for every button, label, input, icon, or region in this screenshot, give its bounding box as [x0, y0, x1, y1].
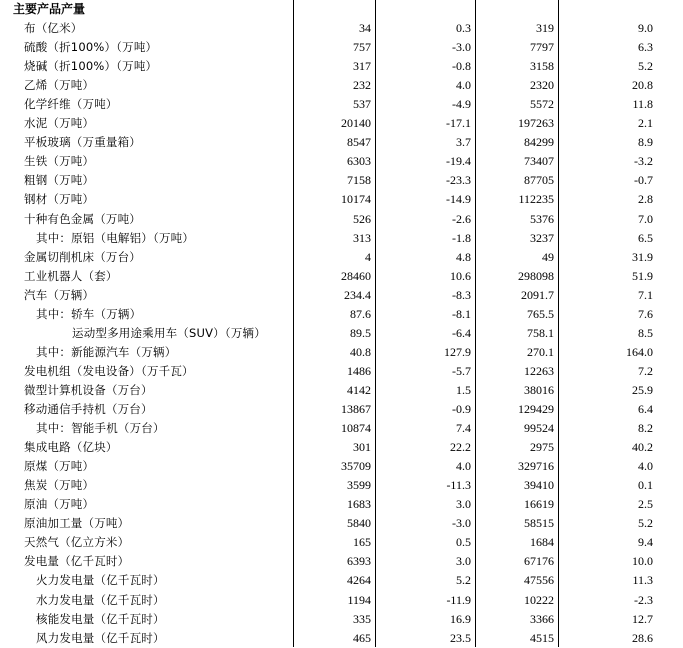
table-row — [0, 229, 683, 248]
table-row — [0, 476, 683, 495]
current-month-output-cell: 5840 — [347, 516, 371, 531]
cumulative-growth-cell: 164.0 — [626, 344, 653, 359]
table-row — [0, 114, 683, 133]
cumulative-output-cell: 39410 — [524, 478, 554, 493]
current-month-growth-cell: -8.3 — [452, 287, 471, 302]
row-label: 其中：新能源汽车（万辆） — [36, 344, 177, 359]
current-month-output-cell: 10874 — [341, 421, 371, 436]
table-row — [0, 95, 683, 114]
row-label: 原煤（万吨） — [24, 459, 95, 474]
current-month-output-cell: 317 — [353, 59, 371, 74]
row-label: 其中：原铝（电解铝）（万吨） — [36, 230, 195, 245]
current-month-output-cell: 8547 — [347, 135, 371, 150]
table-row — [0, 171, 683, 190]
table-row — [0, 552, 683, 571]
cumulative-output-cell: 10222 — [524, 592, 554, 607]
cumulative-output-cell: 319 — [536, 21, 554, 35]
current-month-output-cell: 3599 — [347, 478, 371, 493]
current-month-growth-cell: 3.0 — [456, 497, 471, 512]
row-label: 原油（万吨） — [24, 497, 95, 512]
current-month-growth-cell: 7.4 — [456, 421, 471, 436]
row-label: 风力发电量（亿千瓦时） — [36, 630, 165, 645]
current-month-growth-cell: -3.0 — [452, 516, 471, 531]
cumulative-growth-cell: -0.7 — [634, 173, 653, 188]
cumulative-output-cell: 2320 — [530, 78, 554, 93]
current-month-growth-cell: -6.4 — [452, 325, 471, 340]
current-month-output-cell: 10174 — [341, 192, 371, 207]
row-label: 天然气（亿立方米） — [24, 535, 130, 550]
cumulative-growth-cell: 11.3 — [632, 573, 653, 588]
table-row — [0, 457, 683, 476]
row-label: 水泥（万吨） — [24, 116, 95, 131]
current-month-output-cell: 232 — [353, 78, 371, 93]
table-row — [0, 629, 683, 648]
current-month-growth-cell: -1.8 — [452, 230, 471, 245]
cumulative-output-cell: 49 — [542, 249, 554, 264]
row-label: 发电机组（发电设备）（万千瓦） — [24, 363, 194, 378]
cumulative-growth-cell: 2.5 — [638, 497, 653, 512]
row-label: 硫酸（折100%）（万吨） — [24, 40, 158, 55]
table-row — [0, 305, 683, 324]
cumulative-output-cell: 329716 — [518, 459, 554, 474]
current-month-growth-cell: 23.5 — [450, 630, 471, 645]
current-month-growth-cell: -8.1 — [452, 306, 471, 321]
table-row — [0, 286, 683, 305]
row-label: 原油加工量（万吨） — [24, 516, 130, 531]
table-row — [0, 419, 683, 438]
cumulative-output-cell: 2091.7 — [521, 287, 554, 302]
cumulative-output-cell: 3366 — [530, 611, 554, 626]
table-row — [0, 152, 683, 171]
cumulative-growth-cell: 10.0 — [632, 554, 653, 569]
row-label: 烧碱（折100%）（万吨） — [24, 59, 158, 74]
current-month-output-cell: 4 — [365, 249, 371, 264]
current-month-growth-cell: 4.0 — [456, 459, 471, 474]
current-month-growth-cell: 127.9 — [444, 344, 471, 359]
table-row — [0, 571, 683, 590]
cumulative-output-cell: 47556 — [524, 573, 554, 588]
table-row — [0, 267, 683, 286]
current-month-output-cell: 6393 — [347, 554, 371, 569]
row-label: 发电量（亿千瓦时） — [24, 554, 130, 569]
current-month-output-cell: 537 — [353, 97, 371, 112]
table-row — [0, 57, 683, 76]
table-row — [0, 381, 683, 400]
cumulative-output-cell: 765.5 — [527, 306, 554, 321]
table-row — [0, 533, 683, 552]
cumulative-growth-cell: 7.0 — [638, 211, 653, 226]
row-label: 核能发电量（亿千瓦时） — [36, 611, 165, 626]
current-month-output-cell: 165 — [353, 535, 371, 550]
cumulative-output-cell: 197263 — [518, 116, 554, 131]
cumulative-output-cell: 67176 — [524, 554, 554, 569]
cumulative-output-cell: 5572 — [530, 97, 554, 112]
current-month-output-cell: 1683 — [347, 497, 371, 512]
current-month-growth-cell: 3.7 — [456, 135, 471, 150]
current-month-growth-cell: -5.7 — [452, 363, 471, 378]
table-row — [0, 343, 683, 362]
row-label: 火力发电量（亿千瓦时） — [36, 573, 165, 588]
table-row — [0, 610, 683, 629]
current-month-growth-cell: 1.5 — [456, 382, 471, 397]
row-label: 化学纤维（万吨） — [24, 97, 118, 112]
row-label: 十种有色金属（万吨） — [24, 211, 141, 226]
current-month-output-cell: 20140 — [341, 116, 371, 131]
cumulative-output-cell: 58515 — [524, 516, 554, 531]
current-month-growth-cell: 16.9 — [450, 611, 471, 626]
row-label: 乙烯（万吨） — [24, 78, 95, 93]
current-month-output-cell: 40.8 — [350, 344, 371, 359]
cumulative-output-cell: 38016 — [524, 382, 554, 397]
table-row — [0, 495, 683, 514]
cumulative-output-cell: 5376 — [530, 211, 554, 226]
cumulative-growth-cell: 28.6 — [632, 630, 653, 645]
cumulative-growth-cell: 7.2 — [638, 363, 653, 378]
cumulative-growth-cell: 20.8 — [632, 78, 653, 93]
cumulative-output-cell: 298098 — [518, 268, 554, 283]
cumulative-growth-cell: 8.2 — [638, 421, 653, 436]
current-month-growth-cell: 4.8 — [456, 249, 471, 264]
current-month-growth-cell: -14.9 — [446, 192, 471, 207]
current-month-output-cell: 34 — [359, 21, 371, 35]
current-month-growth-cell: 0.3 — [456, 21, 471, 35]
current-month-output-cell: 4142 — [347, 382, 371, 397]
cumulative-growth-cell: 6.5 — [638, 230, 653, 245]
current-month-growth-cell: -11.3 — [446, 478, 471, 493]
cumulative-growth-cell: -2.3 — [634, 592, 653, 607]
current-month-output-cell: 234.4 — [344, 287, 371, 302]
table-row — [0, 324, 683, 343]
cumulative-output-cell: 3158 — [530, 59, 554, 74]
cumulative-growth-cell: 5.2 — [638, 516, 653, 531]
row-label: 汽车（万辆） — [24, 287, 95, 302]
cumulative-growth-cell: -3.2 — [634, 154, 653, 169]
cumulative-output-cell: 112235 — [518, 192, 554, 207]
table-row — [0, 210, 683, 229]
row-label: 水力发电量（亿千瓦时） — [36, 592, 165, 607]
cumulative-output-cell: 129429 — [518, 402, 554, 416]
row-label: 微型计算机设备（万台） — [24, 382, 153, 397]
current-month-output-cell: 28460 — [341, 268, 371, 283]
row-label: 金属切削机床（万台） — [24, 249, 141, 264]
current-month-output-cell: 35709 — [341, 459, 371, 474]
cumulative-output-cell: 758.1 — [527, 325, 554, 340]
cumulative-growth-cell: 9.4 — [638, 535, 653, 550]
cumulative-output-cell: 3237 — [530, 230, 554, 245]
cumulative-growth-cell: 4.0 — [638, 459, 653, 474]
current-month-growth-cell: 22.2 — [450, 440, 471, 455]
cumulative-growth-cell: 7.6 — [638, 306, 653, 321]
section-title: 主要产品产量 — [13, 2, 86, 16]
current-month-growth-cell: 10.6 — [450, 268, 471, 283]
row-label: 集成电路（亿块） — [24, 440, 118, 455]
table-row — [0, 591, 683, 610]
cumulative-growth-cell: 8.9 — [638, 135, 653, 150]
cumulative-growth-cell: 0.1 — [638, 478, 653, 493]
current-month-growth-cell: -4.9 — [452, 97, 471, 112]
cumulative-growth-cell: 2.8 — [638, 192, 653, 207]
table-row — [0, 38, 683, 57]
row-label: 其中：智能手机（万台） — [36, 421, 165, 436]
cumulative-output-cell: 16619 — [524, 497, 554, 512]
table-row — [0, 514, 683, 533]
cumulative-output-cell: 270.1 — [527, 344, 554, 359]
cumulative-growth-cell: 12.7 — [632, 611, 653, 626]
current-month-growth-cell: -0.9 — [452, 402, 471, 416]
current-month-output-cell: 526 — [353, 211, 371, 226]
current-month-output-cell: 6303 — [347, 154, 371, 169]
cumulative-growth-cell: 8.5 — [638, 325, 653, 340]
cumulative-growth-cell: 11.8 — [632, 97, 653, 112]
current-month-growth-cell: -0.8 — [452, 59, 471, 74]
current-month-output-cell: 465 — [353, 630, 371, 645]
cumulative-growth-cell: 5.2 — [638, 59, 653, 74]
current-month-growth-cell: 3.0 — [456, 554, 471, 569]
cumulative-output-cell: 73407 — [524, 154, 554, 169]
table-row — [0, 19, 683, 38]
current-month-growth-cell: -3.0 — [452, 40, 471, 55]
cumulative-growth-cell: 7.1 — [638, 287, 653, 302]
table-row — [0, 248, 683, 267]
table-row — [0, 438, 683, 457]
cumulative-growth-cell: 25.9 — [632, 382, 653, 397]
table-row — [0, 400, 683, 419]
table-row — [0, 133, 683, 152]
current-month-output-cell: 313 — [353, 230, 371, 245]
current-month-growth-cell: 0.5 — [456, 535, 471, 550]
cumulative-growth-cell: 31.9 — [632, 249, 653, 264]
row-label: 移动通信手持机（万台） — [24, 402, 153, 416]
current-month-output-cell: 13867 — [341, 402, 371, 416]
current-month-output-cell: 4264 — [347, 573, 371, 588]
table-row — [0, 362, 683, 381]
row-label: 粗钢（万吨） — [24, 173, 95, 188]
row-label: 生铁（万吨） — [24, 154, 95, 169]
current-month-output-cell: 87.6 — [350, 306, 371, 321]
row-label: 其中：轿车（万辆） — [36, 306, 142, 321]
current-month-growth-cell: -17.1 — [446, 116, 471, 131]
current-month-output-cell: 335 — [353, 611, 371, 626]
current-month-output-cell: 757 — [353, 40, 371, 55]
current-month-output-cell: 301 — [353, 440, 371, 455]
cumulative-growth-cell: 9.0 — [638, 21, 653, 35]
row-label: 布（亿米） — [24, 21, 83, 35]
cumulative-output-cell: 12263 — [524, 363, 554, 378]
current-month-growth-cell: -11.9 — [446, 592, 471, 607]
current-month-growth-cell: 5.2 — [456, 573, 471, 588]
row-label: 焦炭（万吨） — [24, 478, 95, 493]
current-month-output-cell: 1486 — [347, 363, 371, 378]
cumulative-output-cell: 87705 — [524, 173, 554, 188]
current-month-growth-cell: -2.6 — [452, 211, 471, 226]
cumulative-output-cell: 2975 — [530, 440, 554, 455]
current-month-growth-cell: 4.0 — [456, 78, 471, 93]
row-label: 工业机器人（套） — [24, 268, 118, 283]
current-month-growth-cell: -23.3 — [446, 173, 471, 188]
cumulative-growth-cell: 6.3 — [638, 40, 653, 55]
cumulative-growth-cell: 2.1 — [638, 116, 653, 131]
cumulative-output-cell: 84299 — [524, 135, 554, 150]
cumulative-growth-cell: 40.2 — [632, 440, 653, 455]
row-label: 钢材（万吨） — [24, 192, 95, 207]
table-row — [0, 190, 683, 209]
cumulative-output-cell: 7797 — [530, 40, 554, 55]
cumulative-output-cell: 99524 — [524, 421, 554, 436]
current-month-output-cell: 1194 — [347, 592, 371, 607]
current-month-growth-cell: -19.4 — [446, 154, 471, 169]
row-label: 平板玻璃（万重量箱） — [24, 135, 141, 150]
current-month-output-cell: 89.5 — [350, 325, 371, 340]
cumulative-growth-cell: 51.9 — [632, 268, 653, 283]
cumulative-output-cell: 1684 — [530, 535, 554, 550]
cumulative-output-cell: 4515 — [530, 630, 554, 645]
cumulative-growth-cell: 6.4 — [638, 402, 653, 416]
row-label: 运动型多用途乘用车（SUV）（万辆） — [72, 325, 266, 340]
table-row — [0, 76, 683, 95]
current-month-output-cell: 7158 — [347, 173, 371, 188]
